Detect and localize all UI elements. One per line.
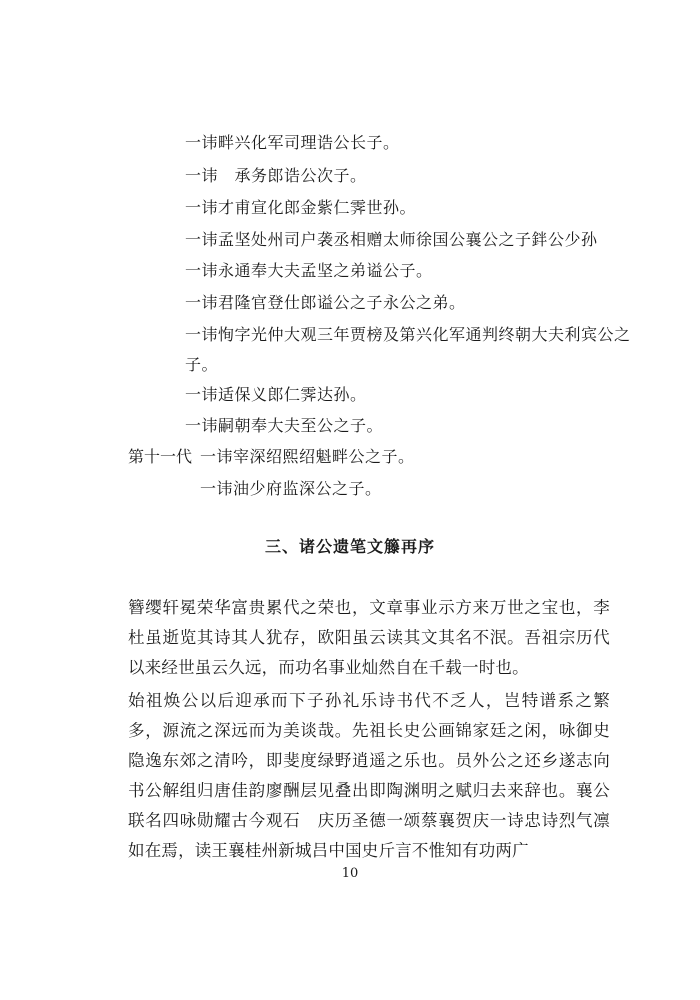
genealogy-line: 一讳畔兴化军司理诰公长子。 xyxy=(185,133,400,152)
genealogy-line: 一讳恂字光仲大观三年贾榜及第兴化军通判终朝大夫利宾公之 xyxy=(185,325,631,344)
genealogy-line: 一讳君隆官登仕郎谥公之子永公之弟。 xyxy=(185,293,466,312)
body-paragraph: 簪缨轩冕荣华富贵累代之荣也，文章事业示方来万世之宝也，李杜虽逝览其诗其人犹存，欧阳虽云读其文其名不泯。吾祖宗历代以来经世虽云久远，而功名事业灿然自在千载一时也。 xyxy=(128,598,610,677)
genealogy-line: 一讳宰深绍熙绍魁畔公之子。 xyxy=(200,447,415,466)
genealogy-line: 一讳孟坚处州司户袭丞相赠太师徐国公襄公之子鉡公少孙 xyxy=(185,230,598,249)
genealogy-line: 一讳才甫宣化郎金紫仁霁世孙。 xyxy=(185,198,417,217)
genealogy-line: 一讳适保义郎仁霁达孙。 xyxy=(185,385,367,404)
body-paragraph: 始祖焕公以后迎承而下子孙礼乐诗书代不乏人，岂特谱系之繁多，源流之深远而为美谈哉。先祖长史公画锦家廷之闲，咏御史隐逸东郊之清吟，即斐度绿野逍遥之乐也。员外公之还乡遂志向书公解组归唐佳韵廖酬层见叠出即陶渊明之赋归去来辞也。襄公联名四咏勋耀古今观石 庆历圣德一颂蔡襄贺庆一诗忠诗烈气凛如在焉，读王襄桂州新城吕中国史斤言不惟知有功两广 xyxy=(128,691,610,860)
generation-label: 第十一代 xyxy=(128,447,193,466)
genealogy-line: 一讳油少府监深公之子。 xyxy=(200,479,382,498)
genealogy-line: 一讳永通奉大夫孟坚之弟谥公子。 xyxy=(185,261,433,280)
genealogy-line: 子。 xyxy=(185,355,219,374)
genealogy-line: 一讳 承务郎诰公次子。 xyxy=(185,166,367,185)
genealogy-line: 一讳嗣朝奉大夫至公之子。 xyxy=(185,416,384,435)
section-title: 三、诸公遗笔文籐再序 xyxy=(264,537,435,556)
page-number: 10 xyxy=(341,866,359,881)
